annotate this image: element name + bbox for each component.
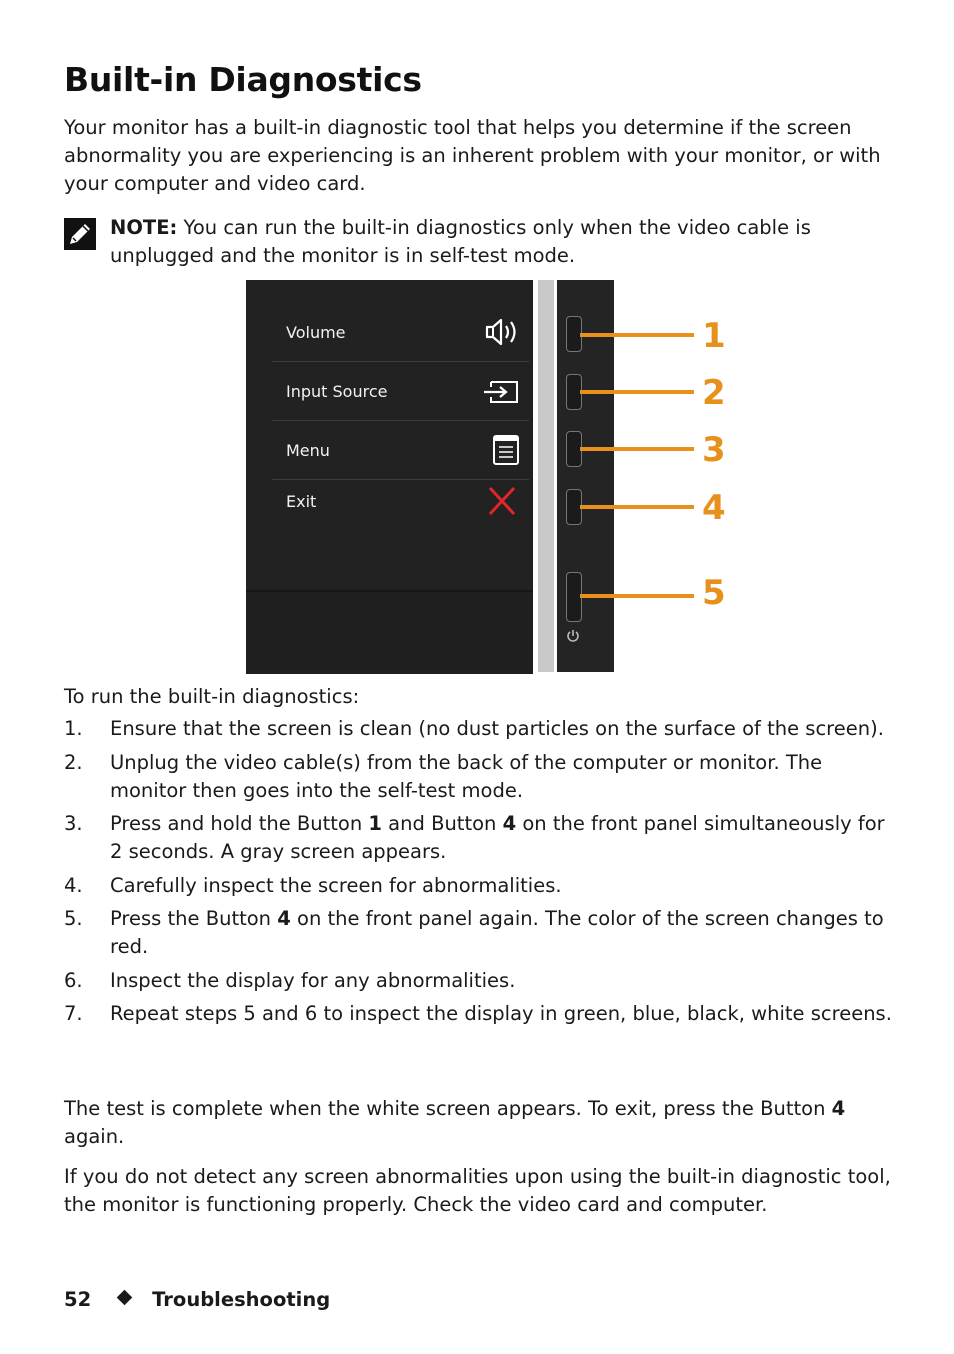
list-item xyxy=(64,1000,894,1028)
callout-number-5: 5 xyxy=(702,573,726,613)
callout-number-4: 4 xyxy=(702,488,726,528)
list-item xyxy=(64,749,894,805)
list-item xyxy=(64,810,894,866)
osd-item-menu xyxy=(272,421,529,480)
callout-number-1: 1 xyxy=(702,316,726,356)
step-number: 7. xyxy=(64,1002,83,1025)
step-text: Carefully inspect the screen for abnormalities. xyxy=(110,873,562,897)
page-footer xyxy=(64,1287,330,1311)
note-pencil-icon xyxy=(64,218,96,250)
steps-list xyxy=(64,715,894,1034)
input-source-icon xyxy=(483,376,521,406)
step-number: 6. xyxy=(64,968,83,992)
monitor-front-panel xyxy=(557,280,614,672)
list-item xyxy=(64,715,894,743)
diamond-icon xyxy=(117,1290,133,1306)
callout-line-1 xyxy=(580,333,694,337)
list-item xyxy=(64,905,894,961)
step-text: Ensure that the screen is clean (no dust particles on the surface of the screen). xyxy=(110,717,884,740)
osd-bottom-panel xyxy=(246,590,533,674)
outro-paragraph-2: If you do not detect any screen abnormalities upon using the built-in diagnostic tool, the monitor is functioning properly. Check the video card and computer. xyxy=(64,1165,891,1216)
power-icon xyxy=(565,628,581,644)
note-label: NOTE: xyxy=(110,216,178,239)
osd-menu xyxy=(246,280,533,672)
section-name: Troubleshooting xyxy=(152,1288,331,1311)
volume-icon xyxy=(483,317,521,347)
monitor-bezel-edge xyxy=(538,280,554,672)
step-text: Press and hold the Button 1 and Button 4 on the front panel simultaneously for 2 seconds. A gray screen appears. xyxy=(110,812,885,863)
osd-item-label: Exit xyxy=(286,492,317,511)
note-text xyxy=(110,214,890,270)
osd-item-exit xyxy=(272,480,529,538)
step-text: Repeat steps 5 and 6 to inspect the display in green, blue, black, white screens. xyxy=(110,1002,892,1025)
steps-intro: To run the built-in diagnostics: xyxy=(64,685,360,708)
callout-line-2 xyxy=(580,390,694,394)
osd-item-label: Volume xyxy=(286,323,346,342)
callout-line-4 xyxy=(580,505,694,509)
step-number: 4. xyxy=(64,873,83,897)
step-text: Inspect the display for any abnormalities. xyxy=(110,968,516,992)
step-number: 3. xyxy=(64,812,83,835)
callout-number-3: 3 xyxy=(702,430,726,470)
exit-icon xyxy=(483,486,521,516)
callout-line-5 xyxy=(580,594,694,598)
step-number: 1. xyxy=(64,717,83,740)
step-number: 5. xyxy=(64,907,83,930)
page-number: 52 xyxy=(64,1288,92,1311)
osd-item-label: Input Source xyxy=(286,382,388,401)
note-body: You can run the built-in diagnostics only when the video cable is unplugged and the monitor is in self-test mode. xyxy=(110,216,811,267)
list-item xyxy=(64,967,894,995)
menu-icon xyxy=(483,435,521,465)
step-text: Unplug the video cable(s) from the back of the computer or monitor. The monitor then goes into the self-test mode. xyxy=(110,750,823,802)
button-diagram xyxy=(246,280,726,672)
outro-paragraph-1: The test is complete when the white screen appears. To exit, press the Button 4 again. xyxy=(64,1097,846,1148)
osd-item-volume xyxy=(272,303,529,362)
step-text: Press the Button 4 on the front panel again. The color of the screen changes to red. xyxy=(110,907,884,958)
intro-paragraph: Your monitor has a built-in diagnostic tool that helps you determine if the screen abnormality you are experiencing is an inherent problem with your monitor, or with your computer and video card. xyxy=(64,116,881,195)
step-number: 2. xyxy=(64,750,83,774)
osd-item-input-source xyxy=(272,362,529,421)
list-item xyxy=(64,872,894,900)
callout-line-3 xyxy=(580,447,694,451)
page-title: Built-in Diagnostics xyxy=(64,60,422,99)
osd-item-label: Menu xyxy=(286,441,330,460)
callout-number-2: 2 xyxy=(702,373,726,413)
